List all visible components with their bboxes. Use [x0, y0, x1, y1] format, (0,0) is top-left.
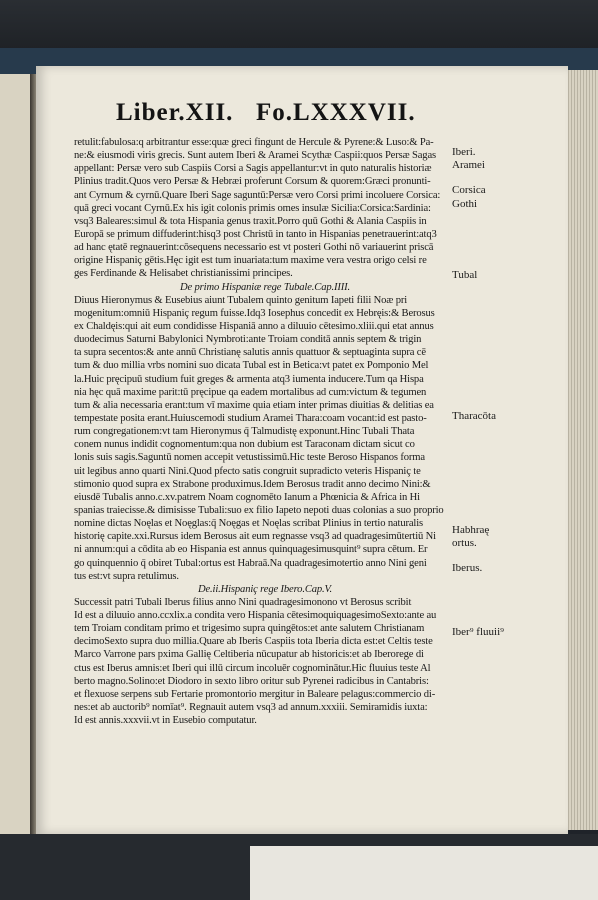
margin-note: Habhraę	[452, 524, 490, 536]
text-line: origine Hispaniç gētis.Hęc igit est tum inuariata:tum maxime vera vestra origo celsi re	[74, 255, 427, 267]
margin-note: Iberi.	[452, 146, 476, 158]
text-line: historię capite.xxi.Rursus idem Berosus ait eum regnasse vsq3 ad quadragesimūtertiū Ni	[74, 531, 436, 543]
text-line: Europā se primum diffuderint:hisq3 post Christū in tanto in Hispanias penetrauerint:atq3	[74, 228, 437, 240]
text-line: spanias traiecisse.& dimisisse Tubali:suo ex filio Iapeto nepoti duas colonias a suo proprio	[74, 504, 444, 516]
text-line: ex Chaldęis:qui ait eum condidisse Hispaniā anno a diluuio cētesimo.xliii.qui etat annus	[74, 320, 434, 332]
text-line: stimonio quod supra ex Strabone produximus.Idem Berosus tradit anno decimo Nini:&	[74, 478, 431, 490]
margin-note: Iber⁹ fluuii⁹	[452, 626, 504, 638]
text-line: ges Ferdinande & Helisabet christianissimi principes.	[74, 268, 293, 280]
text-line: tem Troiam conditam primo et trigesimo supra quingētos:et ante salutem Christianam	[74, 623, 425, 635]
text-line: uit legibus anno quarti Nini.Quod pfecto satis congruit supradicto veteris Hispaniç te	[74, 465, 421, 477]
text-line: retulit:fabulosa:q arbitrantur esse:quæ greci fingunt de Hercule & Pyrene:& Luso:& Pa-	[74, 137, 434, 148]
paper-sheet-below	[250, 846, 598, 900]
book-number: Liber.XII.	[116, 99, 234, 126]
text-line: nomine dictas Noęlas et Noęglas:q̄ Noęgas et Noęlas scribat Plinius in tertio naturalis	[74, 518, 423, 530]
book-page	[36, 66, 568, 834]
text-line: mogenitum:omniū Hispaniç regum fuisse.Idq3 Iosephus concedit ex Hebręis:& Berosus	[74, 307, 435, 319]
margin-note: Gothi	[452, 198, 478, 210]
text-line: ni annum:qui a cōdita ab eo Hispania est annus quinquagesimusquint⁹ supra cētum. Er	[74, 544, 428, 556]
text-line: ta supra secentos:& ante annū Christianę salutis annis quattuor & septuaginta supra cē	[74, 347, 426, 359]
text-line: lonis suis sagis.Saguntū nomen accepit vetustissimū.Hic teste Beroso Hispanos forma	[74, 452, 425, 464]
text-line: appellant: Persæ vero sub Caspiis Corsi a Sagis appellantur:vt in quto naturalis historiæ	[74, 163, 432, 175]
text-line: tum & alia necessaria erant:tum vī maxime quia etiam inter primas diuitias & delitias ea	[74, 399, 434, 411]
running-header	[36, 96, 568, 136]
text-line: vsq3 Baleares:simul & tota Hispania genus traxit.Porro quū Gothi & Alania Caspiis in	[74, 215, 427, 227]
text-line: Marco Varrone pars pxima Gallię Celtiberia nūcupatur ab historicis:et ab Iberorege di	[74, 649, 424, 661]
text-line: tum & duo millia vrbs nomini suo dicata Tubal est in Betica:vt patet ex Pomponio Mel	[74, 360, 429, 372]
margin-note: Tubal	[452, 269, 478, 281]
text-line: ad hanc ętatē regnauerint:cōsequens necessario est vt posteri Gothi nō variauerint priscā	[74, 242, 434, 254]
text-line: duodecimus Saturni Babylonici Nymbroti:ante Troiam conditā annis septem & trigin	[74, 334, 422, 346]
text-line: Id est a diluuio anno.ccxlix.a condita vero Hispania cētesimoquiquagesimoSexto:ante au	[74, 610, 437, 622]
text-line: ne:& eiusmodi viris grecis. Sunt autem Iberi & Aramei Scythæ Caspii:quos Persæ Sagas	[74, 150, 436, 162]
text-line: nia hęc quā maxime parit:tū pręcipue qa eadem mortalibus ad cum:victum & tegumen	[74, 386, 427, 398]
text-line: tempestate posita erant.Huiuscemodi studium Aramei Thara:coam vocant:id est pasto-	[74, 412, 427, 424]
text-line: decimoSexto supra duo millia.Quare ab Iberis Caspiis tota Iberia dicta est:et Celtis teste	[74, 636, 433, 648]
margin-note: Aramei	[452, 159, 485, 171]
text-line: Plinius tradit.Quos vero Persæ & Hebræi proferunt Corsum & quorem:Græci pronunti-	[74, 176, 431, 188]
margin-note: Tharacōta	[452, 410, 496, 422]
text-line: berto magno.Solino:et Diodoro in sexto libro oritur sub Pyrenei radicibus in Cantabris:	[74, 675, 429, 687]
text-line: eiusdē Tubalis anno.c.xv.patrem Noam cognomēto Ianum a Phœnicia & Africa in Hi	[74, 491, 420, 503]
margin-note: Iberus.	[452, 562, 483, 574]
text-line: nes:et ab auctorib⁹ nomīat⁹. Regnauit autem vsq3 ad annum.xxxiii. Semiramidis iuxta:	[74, 702, 428, 714]
text-line: conem nunus indidit cognomentum:qua non dubium est Taraconam dictam sicut co	[74, 439, 415, 451]
text-line: Id est annis.xxxvii.vt in Eusebio computatur.	[74, 715, 257, 727]
chapter-heading: De primo Hispaniæ rege Tubale.Cap.IIII.	[179, 281, 350, 293]
body-text	[74, 136, 456, 727]
margin-note: ortus.	[452, 537, 477, 549]
text-line: rum congregationem:vt tam Hieronymus q̄ Talmudistę exponunt.Hinc Tubali Thata	[74, 426, 415, 438]
margin-note: Corsica	[452, 184, 486, 196]
text-line: go quinquennio q̄ obiret Tubal:ortus est Habraā.Na quadragesimotertio anno Nini geni	[74, 557, 427, 569]
text-line: Diuus Hieronymus & Eusebius aiunt Tubalem quinto genitum Iapeti filii Noæ pri	[74, 294, 408, 306]
text-line: ant Cyrnum & cyrnū.Quare Iberi Sage saguntū:Persæ vero Corsi primi incoluere Corsica:	[74, 189, 441, 201]
text-line: tus est:vt supra retulimus.	[74, 570, 179, 582]
chapter-heading: De.ii.Hispaniç rege Ibero.Cap.V.	[198, 583, 332, 595]
text-line: ctus est Iberus amnis:et Iberi qui illū circum incoluēr cognominātur.Hic fluuius teste Al	[74, 662, 431, 674]
folio-number: Fo.LXXXVII.	[256, 99, 416, 126]
text-line: la.Huic pręcipuū studium fuit greges & armenta atq3 iumenta inducere.Tum qa Hispa	[74, 373, 424, 385]
page-stack-edges	[566, 70, 598, 830]
text-line: Successit patri Tubali Iberus filius anno Nini quadragesimonono vt Berosus scribit	[74, 596, 412, 608]
text-line: et flexuose serpens sub Fertarie promontorio mergitur in Baleare pelagus:commercio di-	[74, 688, 436, 700]
text-line: quā greci vocant Cyrnū.Ex his igit colonis primis omes insulæ Sicilia:Corsica:Sardinia:	[74, 202, 431, 214]
